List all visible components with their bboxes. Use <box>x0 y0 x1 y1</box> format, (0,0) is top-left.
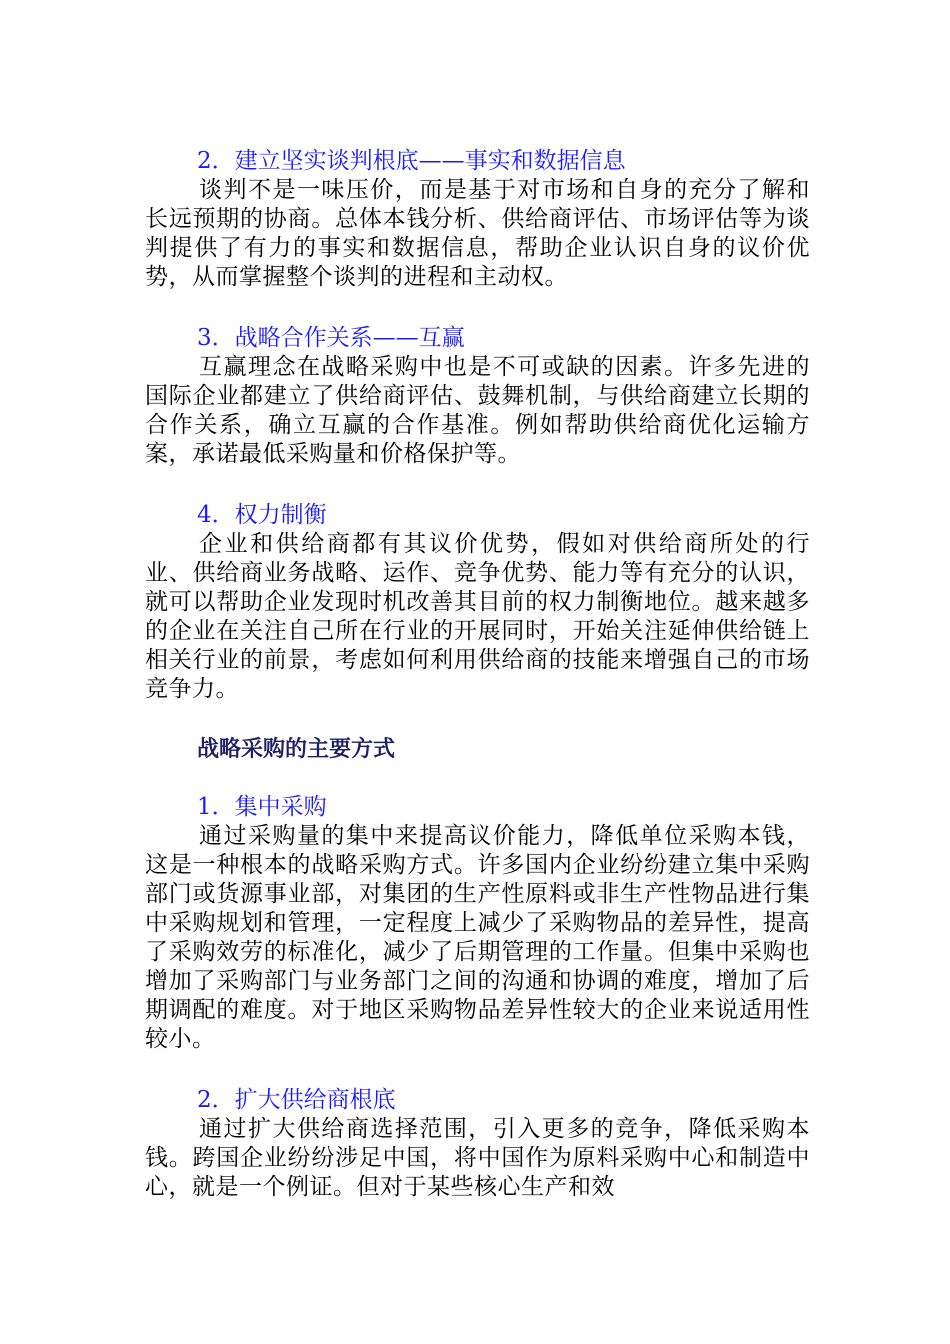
subsection-heading: 1．集中采购 <box>197 794 327 820</box>
section-title: 战略采购的主要方式 <box>197 737 396 762</box>
paragraph: 通过采购量的集中来提高议价能力，降低单位采购本钱，这是一种根本的战略采购方式。许多国内企业纷纷建立集中采购部门或货源事业部，对集团的生产性原料或非生产性物品进行集中采购规划和管理，一定程度上减少了采购物品的差异性，提高了采购效劳的标准化，减少了后期管理的工作量。但集中采购也增加了采购部门与业务部门之间的沟通和协调的难度，增加了后期调配的难度。对于地区采购物品差异性较大的企业来说适用性较小。 <box>145 823 810 1052</box>
paragraph: 互赢理念在战略采购中也是不可或缺的因素。许多先进的国际企业都建立了供给商评估、鼓舞机制，与供给商建立长期的合作关系，确立互赢的合作基准。例如帮助供给商优化运输方案，承诺最低采购量和价格保护等。 <box>145 354 810 467</box>
subsection-heading: 2．扩大供给商根底 <box>197 1087 396 1113</box>
subsection-heading: 4．权力制衡 <box>197 502 327 528</box>
subsection-heading: 2．建立坚实谈判根底——事实和数据信息 <box>197 148 626 174</box>
paragraph: 谈判不是一味压价，而是基于对市场和自身的充分了解和长远预期的协商。总体本钱分析、供给商评估、市场评估等为谈判提供了有力的事实和数据信息，帮助企业认识自身的议价优势，从而掌握整个谈判的进程和主动权。 <box>145 177 810 290</box>
paragraph: 企业和供给商都有其议价优势，假如对供给商所处的行业、供给商业务战略、运作、竞争优势、能力等有充分的认识，就可以帮助企业发现时机改善其目前的权力制衡地位。越来越多的企业在关注自己所在行业的开展同时，开始关注延伸供给链上相关行业的前景，考虑如何利用供给商的技能来增强自己的市场竞争力。 <box>145 531 810 702</box>
paragraph: 通过扩大供给商选择范围，引入更多的竞争，降低采购本钱。跨国企业纷纷涉足中国，将中国作为原料采购中心和制造中心，就是一个例证。但对于某些核心生产和效 <box>145 1116 810 1200</box>
document-page <box>145 146 810 1202</box>
subsection-heading: 3．战略合作关系——互赢 <box>197 325 465 351</box>
